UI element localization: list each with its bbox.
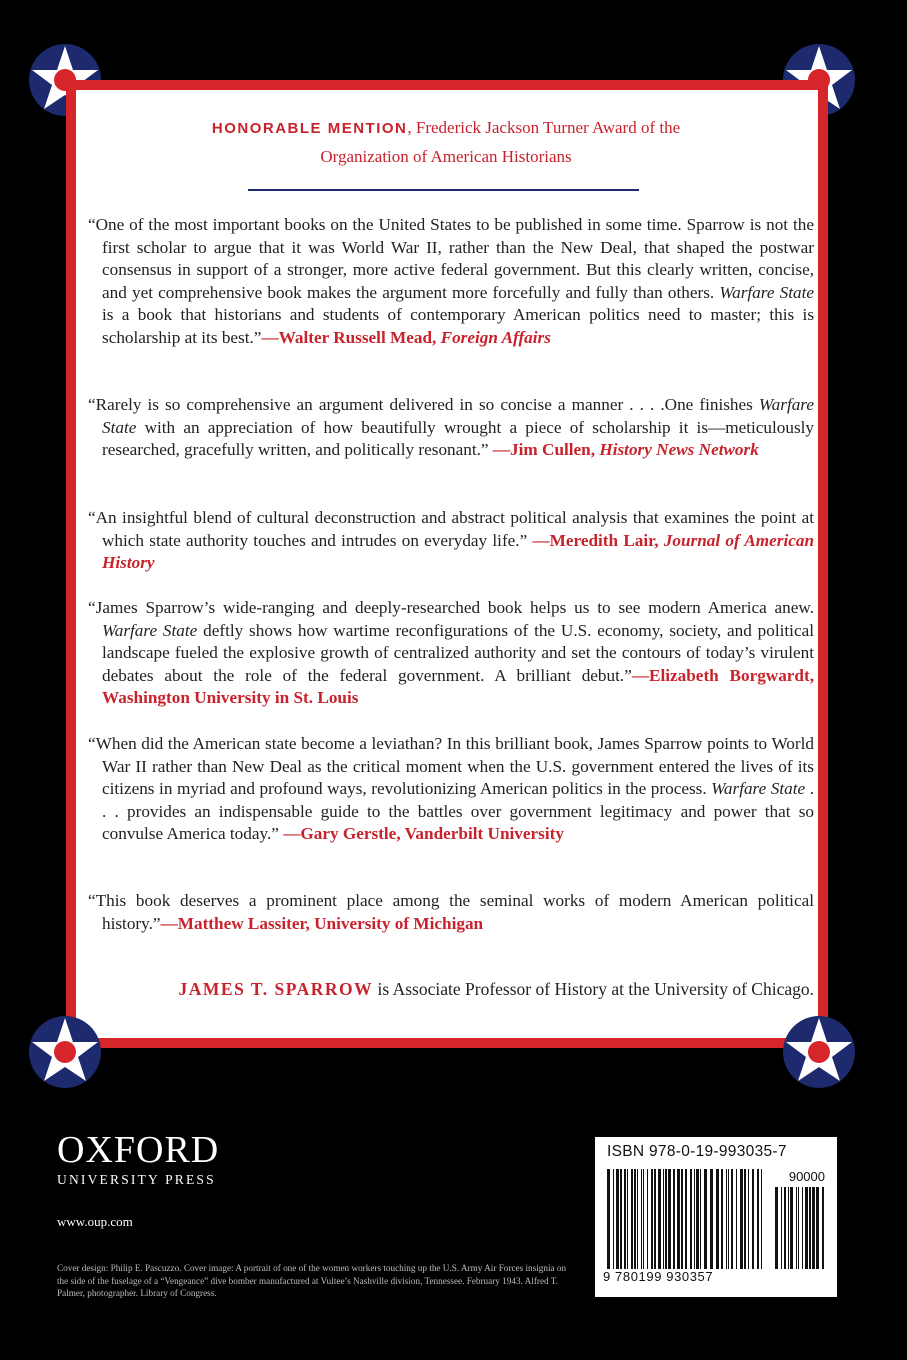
review-quote bbox=[88, 733, 814, 846]
barcode-bar bbox=[613, 1169, 614, 1269]
quote-attribution: —Jim Cullen, History News Network bbox=[492, 440, 759, 460]
barcode-bar bbox=[663, 1169, 664, 1269]
barcode-bar bbox=[809, 1187, 811, 1269]
review-quote bbox=[88, 507, 814, 575]
barcode-bar bbox=[728, 1169, 729, 1269]
quote-text: with an appreciation of how beautifully wrought a piece of scholarship it is—meticulously researched, gracefully written, and politically resonant.” bbox=[102, 417, 814, 460]
barcode-bar bbox=[654, 1169, 656, 1269]
barcode-digits: 9 780199 930357 bbox=[603, 1269, 714, 1284]
barcode-bar bbox=[641, 1169, 642, 1269]
award-caps: HONORABLE MENTION bbox=[211, 120, 408, 137]
barcode-bar bbox=[710, 1169, 713, 1269]
quote-text: deftly shows how wartime reconfigurations of the U.S. economy, society, and political landscape fueled the explosive growth of centralized authority and set the contours of today’s virulent debates about the role of the federal government. A brilliant debut.” bbox=[102, 620, 814, 685]
quote-text: “Rarely is so comprehensive an argument delivered in so concise a manner . . . .One finishes bbox=[88, 395, 759, 414]
author-bio bbox=[88, 979, 814, 1000]
barcode-bar bbox=[752, 1169, 754, 1269]
barcode-bar bbox=[731, 1169, 733, 1269]
barcode-box bbox=[595, 1137, 837, 1297]
barcode-bar bbox=[802, 1187, 803, 1269]
award-line2: Organization of American Historians bbox=[320, 147, 572, 166]
quote-text: “James Sparrow’s wide-ranging and deeply-researched book helps us to see modern America anew. bbox=[88, 598, 814, 617]
quote-text: Sparrow is not the first scholar to argue that it was World War II, rather than the bbox=[102, 215, 814, 257]
barcode-bar bbox=[685, 1169, 687, 1269]
quote-text: federal government. But this clearly written, concise, and yet comprehensive book bbox=[102, 260, 815, 302]
author-name: JAMES T. SPARROW bbox=[178, 979, 374, 999]
quote-attribution: —Elizabeth Borgwardt, Washington University in St. Louis bbox=[102, 665, 815, 708]
barcode-bar bbox=[726, 1169, 727, 1269]
barcode-bar bbox=[740, 1169, 743, 1269]
barcode-bar bbox=[634, 1169, 636, 1269]
review-quote bbox=[88, 394, 814, 462]
barcode-bar bbox=[761, 1169, 762, 1269]
barcode-bar bbox=[798, 1187, 799, 1269]
quote-text: is a book bbox=[102, 305, 173, 325]
review-quote bbox=[88, 597, 814, 710]
review-quote bbox=[88, 214, 814, 350]
publisher-name: OXFORD bbox=[57, 1129, 220, 1171]
barcode-bar bbox=[744, 1169, 746, 1269]
quote-attribution: —Matthew Lassiter, University of Michigan bbox=[160, 913, 484, 933]
book-title: Warfare State bbox=[719, 282, 815, 302]
barcode-addon: 90000 bbox=[788, 1169, 825, 1184]
barcode-bar bbox=[736, 1169, 737, 1269]
star-roundel-icon bbox=[782, 1015, 856, 1089]
barcode-bar bbox=[805, 1187, 808, 1269]
isbn-label: ISBN 978-0-19-993035-7 bbox=[607, 1143, 787, 1160]
barcode-bar bbox=[700, 1169, 701, 1269]
barcode-bar bbox=[812, 1187, 815, 1269]
quote-attribution: —Meredith Lair, Journal of American History bbox=[102, 530, 815, 573]
barcode-bar bbox=[788, 1187, 789, 1269]
barcode-bar bbox=[822, 1187, 824, 1269]
barcode-bar bbox=[620, 1169, 622, 1269]
divider bbox=[248, 189, 639, 191]
barcode-bar bbox=[704, 1169, 707, 1269]
barcode-bar bbox=[631, 1169, 633, 1269]
barcode-bar bbox=[651, 1169, 653, 1269]
barcode-bar bbox=[677, 1169, 680, 1269]
barcode-addon-icon bbox=[775, 1187, 825, 1269]
barcode-bar bbox=[607, 1169, 610, 1269]
quote-text: that historians and students of contemporary American politics need to master; this bbox=[180, 305, 795, 325]
cover-credits: Cover design: Philip E. Pascuzzo. Cover image: A portrait of one of the women workers touching up the U.S. Army Air Forces insignia on the side of the fuselage of a “Vengeance” dive bomber manufactured at Vultee’s Nashville division, Tennessee. February 1943. Alfred T. Palmer, photographer. Library of Congress. bbox=[57, 1263, 567, 1298]
barcode-bar bbox=[775, 1187, 778, 1269]
book-title: Warfare State bbox=[102, 620, 198, 640]
barcode-bar bbox=[643, 1169, 644, 1269]
quote-text: “This book deserves a prominent place among the seminal works of modern American political history.” bbox=[88, 891, 814, 933]
barcode-bar bbox=[716, 1169, 719, 1269]
barcode-bar bbox=[784, 1187, 786, 1269]
quote-text: New Deal, that shaped the postwar consensus in support of a stronger, more active bbox=[102, 237, 814, 280]
barcode-bar bbox=[690, 1169, 692, 1269]
book-title: Warfare State bbox=[711, 779, 806, 799]
quote-attribution: —Walter Russell Mead, Foreign Affairs bbox=[261, 327, 551, 347]
award-line1: , Frederick Jackson Turner Award of the bbox=[407, 118, 681, 137]
barcode-bar bbox=[681, 1169, 683, 1269]
barcode-bar bbox=[627, 1169, 628, 1269]
barcode-bar bbox=[624, 1169, 626, 1269]
barcode-bar bbox=[694, 1169, 695, 1269]
publisher-sub: UNIVERSITY PRESS bbox=[57, 1172, 216, 1187]
quote-attribution: —Gary Gerstle, Vanderbilt University bbox=[283, 824, 564, 844]
quote-text: “When did the American state become a leviathan? In this brilliant book, James Sparrow points to World War II rather than New Deal as the critical moment when the U.S. government entered the lives of its citizens in myriad and profound ways, revolutionizing American politics in the process. bbox=[88, 734, 814, 799]
barcode-bar bbox=[748, 1169, 749, 1269]
barcode-bar bbox=[647, 1169, 648, 1269]
book-title: Warfare State bbox=[102, 395, 814, 437]
barcode-bar bbox=[658, 1169, 661, 1269]
award-heading bbox=[96, 114, 796, 171]
barcode-bar bbox=[673, 1169, 675, 1269]
barcode-bar bbox=[781, 1187, 782, 1269]
barcode-bar bbox=[668, 1169, 671, 1269]
quote-text: . . . provides an indispensable guide to the battles over government legitimacy and power that so convulse America today.” bbox=[102, 779, 814, 844]
review-quote bbox=[88, 890, 814, 935]
barcode-icon bbox=[607, 1169, 767, 1269]
barcode-bar bbox=[637, 1169, 638, 1269]
star-roundel-icon bbox=[28, 1015, 102, 1089]
barcode-bar bbox=[696, 1169, 699, 1269]
barcode-bar bbox=[790, 1187, 793, 1269]
quote-text: “One of the most important books on the United States to be published in some time. bbox=[88, 215, 682, 234]
barcode-bar bbox=[796, 1187, 797, 1269]
quote-text: “An insightful blend of cultural deconstruction and abstract political analysis that examines the point at which state authority touches and intrudes on everyday life.” bbox=[88, 508, 814, 550]
publisher-logo bbox=[57, 1130, 219, 1188]
barcode-bar bbox=[616, 1169, 619, 1269]
publisher-website: www.oup.com bbox=[57, 1214, 133, 1229]
barcode-bar bbox=[665, 1169, 667, 1269]
quote-text: makes the argument more forcefully and fully than others. bbox=[306, 282, 715, 302]
author-bio-text: is Associate Professor of History at the University of Chicago. bbox=[373, 979, 814, 999]
barcode-bar bbox=[721, 1169, 723, 1269]
barcode-bar bbox=[816, 1187, 819, 1269]
barcode-bar bbox=[757, 1169, 759, 1269]
quote-text: is scholarship at its best.” bbox=[102, 305, 815, 347]
